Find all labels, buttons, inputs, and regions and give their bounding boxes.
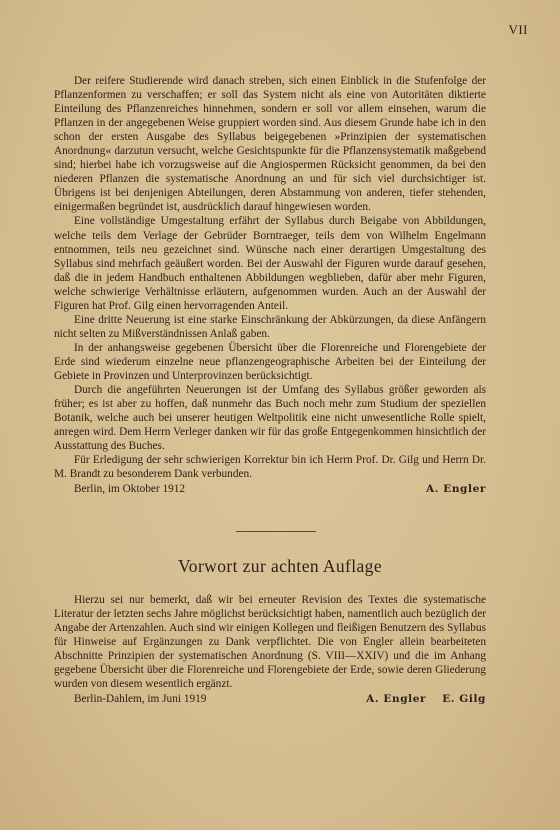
signature-engler: A. Engler xyxy=(366,693,427,706)
paragraph-thanks: Für Erledigung der sehr schwierigen Korrektur bin ich Herrn Prof. Dr. Gilg und Herrn Dr. M. Brandt zu besonderem Dank verbunden. xyxy=(54,454,486,481)
signature-engler: A. Engler xyxy=(425,483,486,496)
signature-line-1919 xyxy=(54,692,486,706)
paragraph-floral-regions: In der anhangsweise gegebenen Übersicht über die Florenreiche und Florengebiete der Erde sind wiederum einzelne neue pflanzengeographische Arbeiten bei der Einteilung der Gebiete in Provinzen und Unterprovinzen berücksichtigt. xyxy=(54,341,486,382)
signature-line-1912 xyxy=(54,482,486,496)
paragraph-eighth-edition: Hierzu sei nur bemerkt, daß wir bei erneuter Revision des Textes die systematische Literatur der letzten sechs Jahre möglichst berücksichtigt haben, namentlich auch bezüglich der Angabe der Artenzahlen. Auch sind wir einigen Kollegen und fleißigen Benutzern des Syllabus für Hinweise auf Ergänzungen zu Dank verpflichtet. Die von Engler allein bearbeiteten Abschnitte Prinzipien der systematischen Anordnung (S. VIII—XXIV) und die im Anhang gegebene Übersicht über die Florenreiche und Florengebiete der Erde, sowie deren Gliederung wurden von diesem wesentlich ergänzt. xyxy=(54,594,486,691)
section-heading: Vorwort zur achten Auflage xyxy=(178,556,382,576)
paragraph-scope: Durch die angeführten Neuerungen ist der Umfang des Syllabus größer geworden als früher; es ist aber zu hoffen, daß nunmehr das Buch noch mehr zum Studium der speziellen Botanik, welche auch bei unserer heutigen Weltpolitik eine nicht unwesentliche Rolle spielt, anregen wird. Dem Herrn Verleger danken wir für das große Entgegenkommen hinsichtlich der Ausstattung des Buches. xyxy=(54,384,486,453)
place-date: Berlin-Dahlem, im Juni 1919 xyxy=(74,693,207,706)
paragraph-illustrations: Eine vollständige Umgestaltung erfährt der Syllabus durch Beigabe von Abbildungen, welche teils dem Verlage der Gebrüder Borntraeger, teils dem von Wilhelm Engelmann entnommen, teils neu gezeichnet sind. Wünsche nach einer derartigen Umgestaltung des Syllabus sind mehrfach geäußert worden. Bei der Auswahl der Figuren wurde darauf gesehen, daß die in jedem Handbuch enthaltenen Abbildungen wegblieben, dafür aber mehr Figuren, welche schwierige Verhältnisse erläutern, aufgenommen wurden. Auch an der Auswahl der Figuren hat Prof. Gilg einen hervorragenden Anteil. xyxy=(54,215,486,312)
paragraph-system-study: Der reifere Studierende wird danach streben, sich einen Einblick in die Stufenfolge der Pflanzenformen zu verschaffen; er soll das System nicht als eine von Autoritäten diktierte Einteilung des Pflanzenreiches hinnehmen, sondern er soll vor allem einsehen, warum die Pflanzen in der angegebenen Weise gruppiert worden sind. Aus diesem Grunde habe ich in den schon der ersten Ausgabe des Syllabus beigegebenen »Prinzipien der systematischen Anordnung« darzutun versucht, welche Gesichtspunkte für die Pflanzensystematik maßgebend sind; hierbei habe ich vorzugsweise auf die Angiospermen Rücksicht genommen, da bei den niederen Pflanzen die systematische Anordnung an und für sich viel durchsichtiger ist. Übrigens ist bei denjenigen Abteilungen, deren Abstammung von anderen, tiefer stehenden, einigermaßen begründet ist, ausdrücklich darauf hingewiesen worden. xyxy=(54,75,486,214)
paragraph-abbreviations: Eine dritte Neuerung ist eine starke Einschränkung der Abkürzungen, da diese Anfängern nicht selten zu Mißverständnissen Anlaß gaben. xyxy=(54,313,486,340)
section-divider xyxy=(236,531,316,532)
signature-group xyxy=(366,692,486,706)
eighth-edition-text xyxy=(54,593,486,706)
place-date: Berlin, im Oktober 1912 xyxy=(74,483,186,496)
preface-continued-text xyxy=(54,74,486,496)
page-number: VII xyxy=(508,22,528,37)
signature-gilg: E. Gilg xyxy=(442,693,486,706)
